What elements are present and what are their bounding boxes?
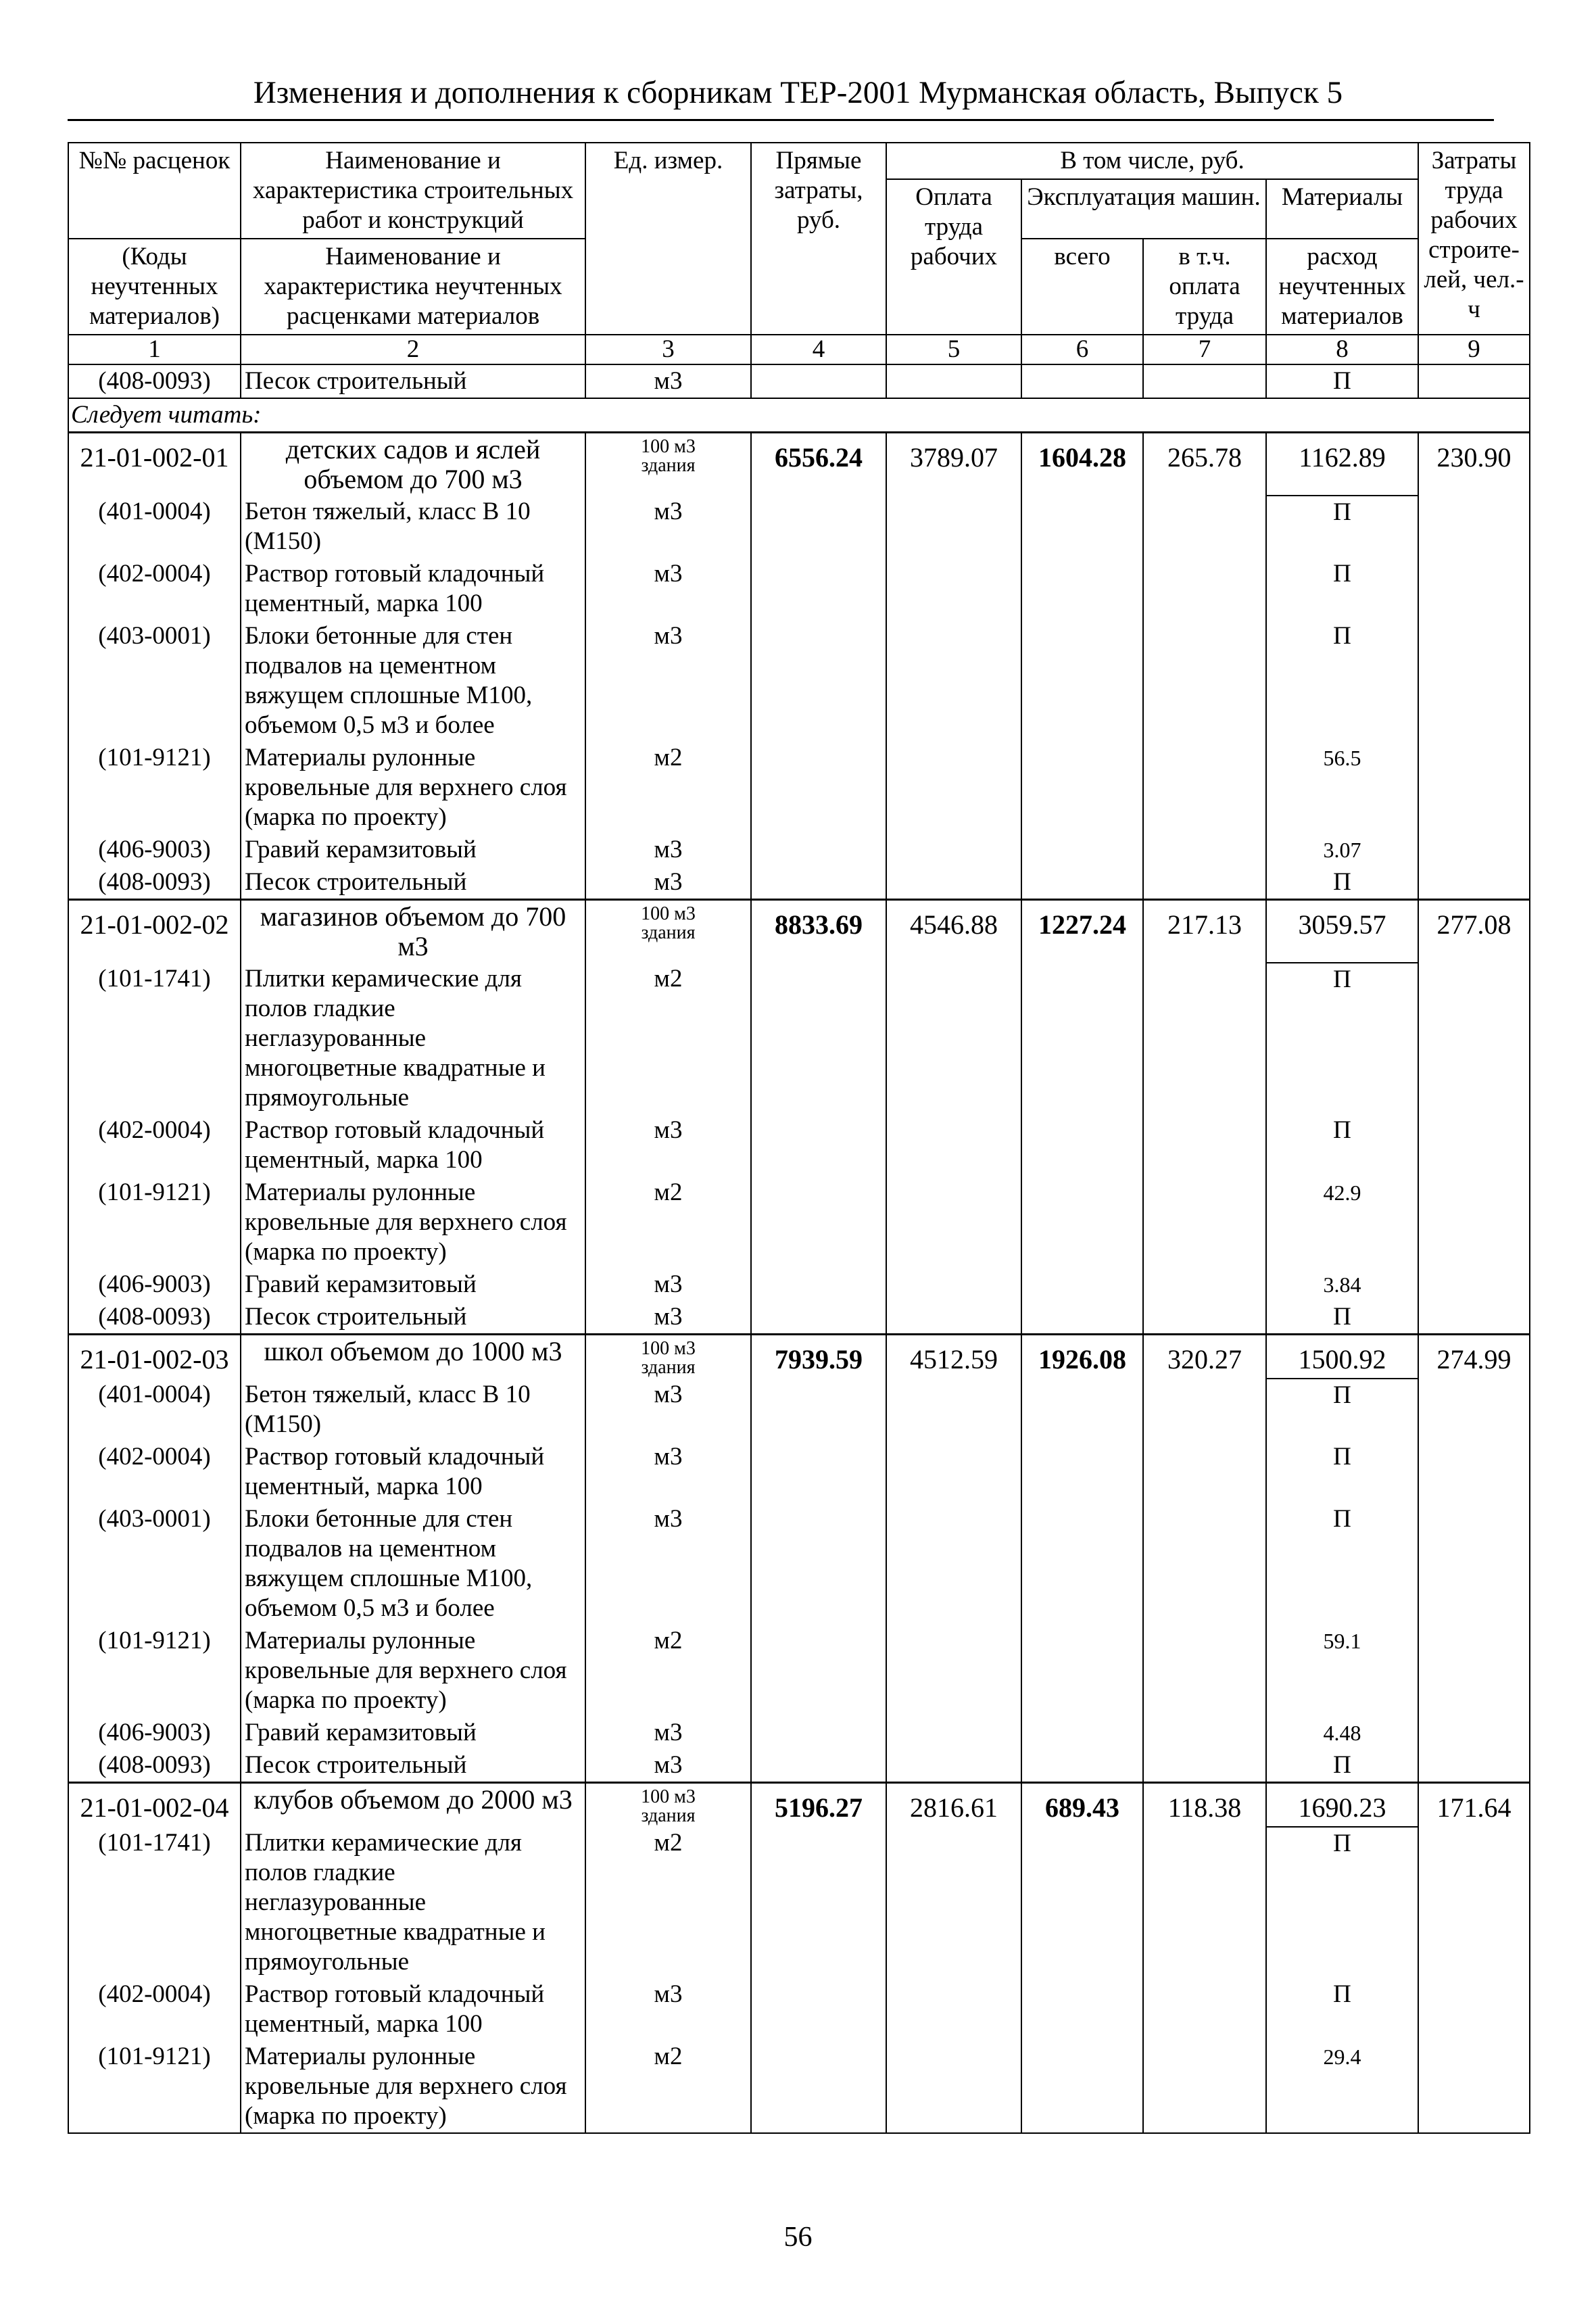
machine-cost: 1227.24 bbox=[1021, 900, 1143, 963]
material-name: Блоки бетонные для стен подвалов на цементном вяжущем сплошные М100, объемом 0,5 м3 и более bbox=[241, 620, 585, 742]
page-title: Изменения и дополнения к сборникам ТЕР-2001 Мурманская область, Выпуск 5 bbox=[253, 75, 1343, 110]
material-row bbox=[68, 620, 1530, 742]
rate-unit bbox=[585, 900, 751, 963]
material-row bbox=[68, 1978, 1530, 2040]
material-row bbox=[68, 1717, 1530, 1749]
material-quantity: П bbox=[1266, 963, 1418, 1114]
material-row bbox=[68, 1379, 1530, 1441]
material-row bbox=[68, 1749, 1530, 1783]
header-col7: в т.ч. оплата труда bbox=[1143, 239, 1266, 335]
pre-row-code: (408-0093) bbox=[68, 364, 241, 398]
material-unit: м3 bbox=[585, 496, 751, 558]
material-code: (101-1741) bbox=[68, 963, 241, 1114]
header-group: В том числе, руб. bbox=[886, 143, 1418, 179]
machine-labor-cost: 118.38 bbox=[1143, 1783, 1266, 1828]
header-col1: №№ расценок bbox=[68, 143, 241, 239]
material-unit: м2 bbox=[585, 1625, 751, 1717]
rate-code: 21-01-002-01 bbox=[68, 433, 241, 496]
material-name: Гравий керамзитовый bbox=[241, 1717, 585, 1749]
pre-row-material: П bbox=[1266, 364, 1418, 398]
material-row bbox=[68, 963, 1530, 1114]
material-quantity: П bbox=[1266, 620, 1418, 742]
header-col1-sub: (Коды неучтенных материалов) bbox=[68, 239, 241, 335]
material-quantity: П bbox=[1266, 1503, 1418, 1625]
material-unit: м3 bbox=[585, 1749, 751, 1783]
material-name: Плитки керамические для полов гладкие неглазурованные многоцветные квадратные и прямоугольные bbox=[241, 1827, 585, 1978]
materials-cost: 3059.57 bbox=[1266, 900, 1418, 963]
material-name: Плитки керамические для полов гладкие неглазурованные многоцветные квадратные и прямоугольные bbox=[241, 963, 585, 1114]
material-row bbox=[68, 1503, 1530, 1625]
material-unit: м3 bbox=[585, 1441, 751, 1503]
material-code: (406-9003) bbox=[68, 1268, 241, 1301]
colnum-1: 1 bbox=[68, 335, 241, 364]
direct-cost: 8833.69 bbox=[751, 900, 886, 963]
material-quantity: П bbox=[1266, 558, 1418, 620]
rate-row bbox=[68, 1783, 1530, 1828]
rate-unit-top: 100 м3 bbox=[641, 1786, 696, 1807]
material-name: Бетон тяжелый, класс В 10 (М150) bbox=[241, 496, 585, 558]
header-col67: Эксплуатация машин. bbox=[1021, 179, 1266, 239]
material-name: Раствор готовый кладочный цементный, марка 100 bbox=[241, 1978, 585, 2040]
machine-labor-cost: 265.78 bbox=[1143, 433, 1266, 496]
materials-cost: 1162.89 bbox=[1266, 433, 1418, 496]
material-unit: м3 bbox=[585, 1268, 751, 1301]
section-label: Следует читать: bbox=[68, 398, 1530, 433]
material-unit: м3 bbox=[585, 1717, 751, 1749]
material-quantity: 42.9 bbox=[1266, 1176, 1418, 1268]
colnum-5: 5 bbox=[886, 335, 1021, 364]
material-name: Песок строительный bbox=[241, 866, 585, 900]
material-code: (402-0004) bbox=[68, 1441, 241, 1503]
material-row bbox=[68, 834, 1530, 866]
rate-name: магазинов объемом до 700 м3 bbox=[241, 900, 585, 963]
labor-cost: 2816.61 bbox=[886, 1783, 1021, 1828]
header-col2-sub: Наименование и характеристика неучтенных расценками материалов bbox=[241, 239, 585, 335]
material-name: Песок строительный bbox=[241, 1301, 585, 1335]
machine-labor-cost: 217.13 bbox=[1143, 900, 1266, 963]
material-name: Гравий керамзитовый bbox=[241, 834, 585, 866]
material-unit: м3 bbox=[585, 1301, 751, 1335]
labor-cost: 4512.59 bbox=[886, 1335, 1021, 1379]
machine-cost: 1604.28 bbox=[1021, 433, 1143, 496]
rate-unit-bottom: здания bbox=[641, 922, 696, 943]
direct-cost: 7939.59 bbox=[751, 1335, 886, 1379]
material-name: Блоки бетонные для стен подвалов на цементном вяжущем сплошные М100, объемом 0,5 м3 и более bbox=[241, 1503, 585, 1625]
material-unit: м3 bbox=[585, 866, 751, 900]
material-unit: м3 bbox=[585, 620, 751, 742]
material-name: Раствор готовый кладочный цементный, марка 100 bbox=[241, 1114, 585, 1176]
material-quantity: П bbox=[1266, 1379, 1418, 1441]
material-quantity: П bbox=[1266, 866, 1418, 900]
material-quantity: П bbox=[1266, 1749, 1418, 1783]
material-name: Материалы рулонные кровельные для верхнего слоя (марка по проекту) bbox=[241, 1625, 585, 1717]
direct-cost: 5196.27 bbox=[751, 1783, 886, 1828]
header-col5: Оплата труда рабочих bbox=[886, 179, 1021, 335]
material-code: (101-1741) bbox=[68, 1827, 241, 1978]
labor-cost: 4546.88 bbox=[886, 900, 1021, 963]
labor-cost: 3789.07 bbox=[886, 433, 1021, 496]
material-row bbox=[68, 1301, 1530, 1335]
material-quantity: П bbox=[1266, 496, 1418, 558]
material-quantity: 4.48 bbox=[1266, 1717, 1418, 1749]
material-row bbox=[68, 1827, 1530, 1978]
pre-row-name: Песок строительный bbox=[241, 364, 585, 398]
material-quantity: П bbox=[1266, 1301, 1418, 1335]
material-code: (401-0004) bbox=[68, 496, 241, 558]
material-row bbox=[68, 2040, 1530, 2133]
material-row bbox=[68, 496, 1530, 558]
material-code: (402-0004) bbox=[68, 1114, 241, 1176]
title-rule bbox=[68, 119, 1494, 121]
column-numbers-row bbox=[68, 335, 1530, 364]
material-unit: м2 bbox=[585, 963, 751, 1114]
colnum-4: 4 bbox=[751, 335, 886, 364]
material-quantity: П bbox=[1266, 1441, 1418, 1503]
header-row-1 bbox=[68, 143, 1530, 179]
material-code: (408-0093) bbox=[68, 866, 241, 900]
material-unit: м2 bbox=[585, 2040, 751, 2133]
rate-unit bbox=[585, 433, 751, 496]
labor-hours: 230.90 bbox=[1418, 433, 1530, 496]
material-quantity: 56.5 bbox=[1266, 742, 1418, 834]
material-name: Бетон тяжелый, класс В 10 (М150) bbox=[241, 1379, 585, 1441]
material-code: (101-9121) bbox=[68, 1625, 241, 1717]
material-quantity: 29.4 bbox=[1266, 2040, 1418, 2133]
material-row bbox=[68, 1625, 1530, 1717]
material-row bbox=[68, 1114, 1530, 1176]
material-code: (403-0001) bbox=[68, 1503, 241, 1625]
material-unit: м3 bbox=[585, 1379, 751, 1441]
colnum-8: 8 bbox=[1266, 335, 1418, 364]
pre-row bbox=[68, 364, 1530, 398]
material-code: (402-0004) bbox=[68, 1978, 241, 2040]
labor-hours: 171.64 bbox=[1418, 1783, 1530, 1828]
material-unit: м2 bbox=[585, 742, 751, 834]
labor-hours: 277.08 bbox=[1418, 900, 1530, 963]
material-code: (101-9121) bbox=[68, 2040, 241, 2133]
material-row bbox=[68, 1176, 1530, 1268]
material-name: Материалы рулонные кровельные для верхнего слоя (марка по проекту) bbox=[241, 2040, 585, 2133]
material-quantity: 59.1 bbox=[1266, 1625, 1418, 1717]
header-col6: всего bbox=[1021, 239, 1143, 335]
material-unit: м3 bbox=[585, 1978, 751, 2040]
material-quantity: П bbox=[1266, 1827, 1418, 1978]
material-code: (402-0004) bbox=[68, 558, 241, 620]
pre-row-unit: м3 bbox=[585, 364, 751, 398]
material-unit: м3 bbox=[585, 1114, 751, 1176]
rate-row bbox=[68, 433, 1530, 496]
material-code: (403-0001) bbox=[68, 620, 241, 742]
machine-cost: 689.43 bbox=[1021, 1783, 1143, 1828]
colnum-6: 6 bbox=[1021, 335, 1143, 364]
rate-unit-bottom: здания bbox=[641, 1805, 696, 1826]
material-name: Песок строительный bbox=[241, 1749, 585, 1783]
material-quantity: П bbox=[1266, 1114, 1418, 1176]
material-code: (101-9121) bbox=[68, 742, 241, 834]
materials-cost: 1690.23 bbox=[1266, 1783, 1418, 1828]
header-col4: Прямые затраты, руб. bbox=[751, 143, 886, 335]
material-name: Раствор готовый кладочный цементный, марка 100 bbox=[241, 1441, 585, 1503]
rate-code: 21-01-002-04 bbox=[68, 1783, 241, 1828]
rate-unit-bottom: здания bbox=[641, 1357, 696, 1378]
material-row bbox=[68, 1268, 1530, 1301]
material-row bbox=[68, 866, 1530, 900]
material-quantity: 3.07 bbox=[1266, 834, 1418, 866]
header-col9: Затраты труда рабочих строите-лей, чел.-ч bbox=[1418, 143, 1530, 335]
header-col8: Материалы bbox=[1266, 179, 1418, 239]
rate-code: 21-01-002-02 bbox=[68, 900, 241, 963]
page-number: 56 bbox=[783, 2222, 813, 2253]
direct-cost: 6556.24 bbox=[751, 433, 886, 496]
rate-unit bbox=[585, 1783, 751, 1828]
material-unit: м2 bbox=[585, 1176, 751, 1268]
labor-hours: 274.99 bbox=[1418, 1335, 1530, 1379]
machine-cost: 1926.08 bbox=[1021, 1335, 1143, 1379]
material-code: (406-9003) bbox=[68, 834, 241, 866]
rate-unit-top: 100 м3 bbox=[641, 903, 696, 924]
material-row bbox=[68, 742, 1530, 834]
rate-unit bbox=[585, 1335, 751, 1379]
header-col3: Ед. измер. bbox=[585, 143, 751, 335]
colnum-9: 9 bbox=[1418, 335, 1530, 364]
material-unit: м2 bbox=[585, 1827, 751, 1978]
material-row bbox=[68, 1441, 1530, 1503]
material-name: Раствор готовый кладочный цементный, марка 100 bbox=[241, 558, 585, 620]
rate-name: клубов объемом до 2000 м3 bbox=[241, 1783, 585, 1828]
rates-table bbox=[68, 142, 1530, 2134]
rate-code: 21-01-002-03 bbox=[68, 1335, 241, 1379]
material-quantity: 3.84 bbox=[1266, 1268, 1418, 1301]
machine-labor-cost: 320.27 bbox=[1143, 1335, 1266, 1379]
colnum-7: 7 bbox=[1143, 335, 1266, 364]
material-unit: м3 bbox=[585, 834, 751, 866]
rate-row bbox=[68, 1335, 1530, 1379]
rate-unit-top: 100 м3 bbox=[641, 436, 696, 457]
material-name: Материалы рулонные кровельные для верхнего слоя (марка по проекту) bbox=[241, 1176, 585, 1268]
header-col2: Наименование и характеристика строительных работ и конструкций bbox=[241, 143, 585, 239]
material-unit: м3 bbox=[585, 558, 751, 620]
colnum-3: 3 bbox=[585, 335, 751, 364]
material-name: Гравий керамзитовый bbox=[241, 1268, 585, 1301]
colnum-2: 2 bbox=[241, 335, 585, 364]
rate-name: детских садов и яслей объемом до 700 м3 bbox=[241, 433, 585, 496]
material-quantity: П bbox=[1266, 1978, 1418, 2040]
material-code: (408-0093) bbox=[68, 1749, 241, 1783]
section-row bbox=[68, 398, 1530, 433]
materials-cost: 1500.92 bbox=[1266, 1335, 1418, 1379]
material-code: (406-9003) bbox=[68, 1717, 241, 1749]
rate-name: школ объемом до 1000 м3 bbox=[241, 1335, 585, 1379]
rate-unit-top: 100 м3 bbox=[641, 1338, 696, 1359]
header-col8-sub: расход неучтенных материалов bbox=[1266, 239, 1418, 335]
material-code: (101-9121) bbox=[68, 1176, 241, 1268]
material-code: (408-0093) bbox=[68, 1301, 241, 1335]
material-row bbox=[68, 558, 1530, 620]
material-unit: м3 bbox=[585, 1503, 751, 1625]
material-code: (401-0004) bbox=[68, 1379, 241, 1441]
rate-row bbox=[68, 900, 1530, 963]
material-name: Материалы рулонные кровельные для верхнего слоя (марка по проекту) bbox=[241, 742, 585, 834]
rate-unit-bottom: здания bbox=[641, 455, 696, 476]
